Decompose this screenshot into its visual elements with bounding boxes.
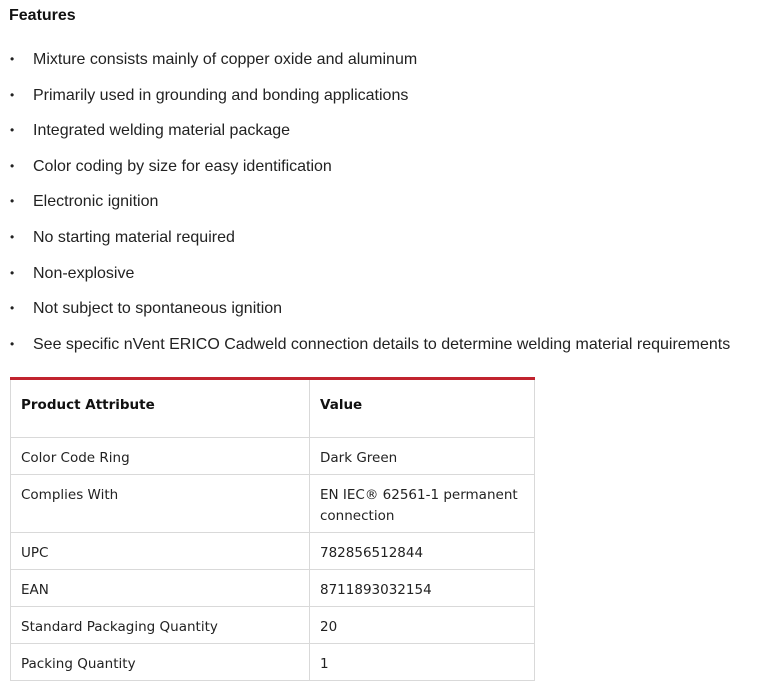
feature-item — [0, 149, 730, 185]
product-attribute-table — [10, 377, 535, 681]
feature-text: Color coding by size for easy identification — [33, 157, 332, 175]
value-cell: 1 — [310, 644, 535, 681]
value-cell: Dark Green — [310, 438, 535, 475]
feature-item — [0, 78, 730, 114]
attribute-cell: Complies With — [11, 475, 310, 533]
value-cell: 782856512844 — [310, 533, 535, 570]
bullet-icon: • — [10, 229, 15, 244]
attribute-cell: UPC — [11, 533, 310, 570]
attribute-cell: Color Code Ring — [11, 438, 310, 475]
bullet-icon: • — [10, 336, 15, 351]
attribute-cell: EAN — [11, 570, 310, 607]
bullet-icon: • — [10, 87, 15, 102]
feature-text: Integrated welding material package — [33, 122, 291, 140]
feature-text: Not subject to spontaneous ignition — [33, 300, 283, 318]
bullet-icon: • — [10, 158, 15, 173]
feature-text: Primarily used in grounding and bonding applications — [33, 86, 409, 104]
feature-text: Non-explosive — [33, 264, 135, 282]
feature-item — [0, 113, 730, 149]
table-row — [11, 607, 535, 644]
feature-item — [0, 327, 730, 363]
features-heading: Features — [9, 7, 76, 24]
column-header-value: Value — [310, 379, 535, 438]
feature-text: See specific nVent ERICO Cadweld connection details to determine welding material requirements — [33, 335, 731, 353]
feature-item — [0, 291, 730, 327]
value-cell: 20 — [310, 607, 535, 644]
value-cell: EN IEC® 62561-1 permanent connection — [310, 475, 535, 533]
table-row — [11, 570, 535, 607]
column-header-attribute: Product Attribute — [11, 379, 310, 438]
feature-item — [0, 184, 730, 220]
attribute-cell: Standard Packaging Quantity — [11, 607, 310, 644]
feature-text: Mixture consists mainly of copper oxide and aluminum — [33, 51, 418, 68]
features-list — [0, 42, 730, 362]
table-row — [11, 475, 535, 533]
table-row — [11, 438, 535, 475]
feature-item — [0, 42, 730, 78]
value-cell: 8711893032154 — [310, 570, 535, 607]
table-header-row — [11, 379, 535, 438]
feature-item — [0, 256, 730, 292]
bullet-icon: • — [10, 301, 15, 316]
attribute-cell: Packing Quantity — [11, 644, 310, 681]
feature-text: No starting material required — [33, 228, 235, 246]
bullet-icon: • — [10, 52, 15, 66]
bullet-icon: • — [10, 265, 15, 280]
table-row — [11, 533, 535, 570]
feature-text: Electronic ignition — [33, 193, 159, 211]
bullet-icon: • — [10, 123, 15, 138]
feature-item — [0, 220, 730, 256]
bullet-icon: • — [10, 194, 15, 209]
